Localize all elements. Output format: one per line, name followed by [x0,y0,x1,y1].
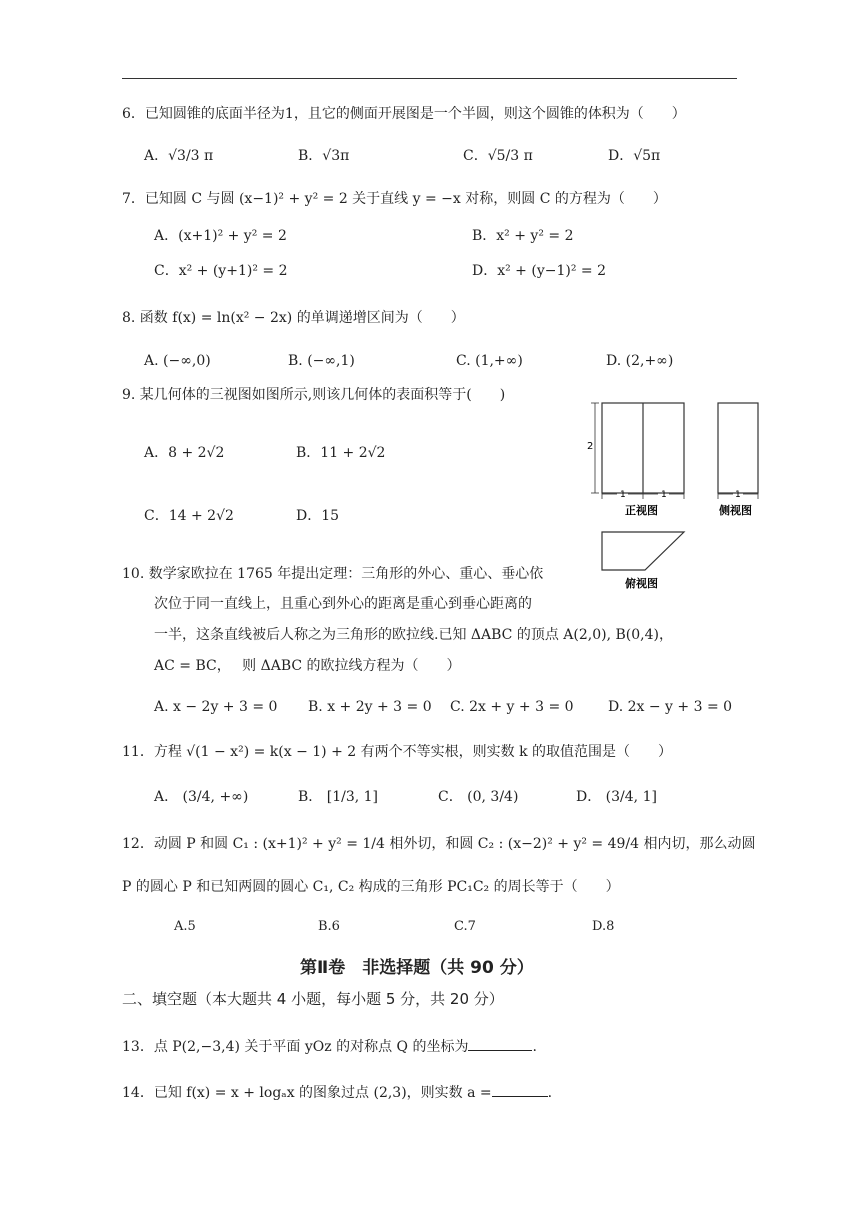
q6-option-b: B．√3π [298,148,350,164]
q13-end: . [532,1039,537,1055]
q6-option-d: D．√5π [608,148,661,164]
q10-line1: 10. 数学家欧拉在 1765 年提出定理：三角形的外心、重心、垂心依 [122,566,544,582]
q11-option-c: C． (0, 3/4) [438,789,519,805]
front-view-caption: 正视图 [625,504,658,517]
q10-line2: 次位于同一直线上，且重心到外心的距离是重心到垂心距离的 [154,596,532,612]
q7-stem: 7．已知圆 C 与圆 (x−1)² + y² = 2 关于直线 y = −x 对称，则圆 C 的方程为（ ） [122,191,667,207]
q12-option-c: C.7 [454,919,476,934]
q7-option-d: D．x² + (y−1)² = 2 [472,263,606,279]
q12-option-d: D.8 [592,919,615,934]
header-rule [122,78,737,79]
q9-option-a: A．8 + 2√2 [144,445,225,461]
q9-option-c: C．14 + 2√2 [144,508,234,524]
front-width-label-1: 1 [620,490,626,500]
side-width-label: 1 [735,490,741,500]
q14-end: . [547,1085,553,1101]
q13-text: 13．点 P(2,−3,4) 关于平面 yOz 的对称点 Q 的坐标为 [122,1039,469,1055]
front-width-label-2: 1 [661,490,667,500]
q8-option-b: B. (−∞,1) [288,353,355,369]
q8-stem: 8. 函数 f(x) = ln(x² − 2x) 的单调递增区间为（ ） [122,310,465,326]
side-view-caption: 侧视图 [719,504,752,517]
q10-line3: 一半，这条直线被后人称之为三角形的欧拉线.已知 ΔABC 的顶点 A(2,0), B(0,4)， [154,627,673,643]
top-view-caption: 俯视图 [625,577,658,590]
q13-answer-blank[interactable] [468,1036,532,1051]
q7-option-b: B．x² + y² = 2 [472,228,574,244]
part2-title: 第Ⅱ卷 非选择题（共 90 分） [300,958,534,978]
q11-stem: 11．方程 √(1 − x²) = k(x − 1) + 2 有两个不等实根，则实数 k 的取值范围是（ ） [122,744,672,760]
q9-option-d: D．15 [296,508,340,524]
q10-option-c: C. 2x + y + 3 = 0 [450,699,574,715]
top-view-outline [602,532,684,570]
height-label: 2 [587,441,594,452]
q13-stem [122,1036,537,1057]
q6-option-c: C．√5/3 π [463,148,533,164]
q12-option-a: A.5 [174,919,196,934]
q8-option-a: A. (−∞,0) [144,353,211,369]
q14-stem [122,1082,552,1103]
q14-answer-blank[interactable] [492,1082,548,1097]
q8-option-c: C. (1,+∞) [456,353,523,369]
q12-line2: P 的圆心 P 和已知两圆的圆心 C₁, C₂ 构成的三角形 PC₁C₂ 的周长等于（ ） [122,879,620,895]
q10-line4: AC = BC， 则 ΔABC 的欧拉线方程为（ ） [154,658,461,674]
q6-stem: 6．已知圆锥的底面半径为1，且它的侧面开展图是一个半圆，则这个圆锥的体积为（ ） [122,106,686,122]
q9-stem: 9. 某几何体的三视图如图所示,则该几何体的表面积等于( ) [122,387,506,403]
q10-option-b: B. x + 2y + 3 = 0 [308,699,432,715]
q11-option-a: A． (3/4, +∞) [154,789,249,805]
side-view-outline [718,403,758,493]
q12-option-b: B.6 [318,919,340,934]
q11-option-d: D． (3/4, 1] [576,789,657,805]
q7-option-a: A．(x+1)² + y² = 2 [154,228,287,244]
q7-option-c: C．x² + (y+1)² = 2 [154,263,288,279]
q10-option-d: D. 2x − y + 3 = 0 [608,699,733,715]
q12-line1: 12．动圆 P 和圆 C₁ : (x+1)² + y² = 1/4 相外切，和圆 C₂ : (x−2)² + y² = 49/4 相内切，那么动圆 [122,836,756,852]
q6-option-a: A．√3/3 π [144,148,214,164]
three-view-figure [585,395,770,595]
q11-option-b: B． [1/3, 1] [298,789,379,805]
q10-option-a: A. x − 2y + 3 = 0 [154,699,278,715]
fill-in-section-heading: 二、填空题（本大题共 4 小题，每小题 5 分，共 20 分） [122,990,504,1008]
q9-option-b: B．11 + 2√2 [296,445,386,461]
q14-text: 14．已知 f(x) = x + logₐx 的图象过点 (2,3)，则实数 a = [122,1085,492,1101]
q8-option-d: D. (2,+∞) [606,353,674,369]
